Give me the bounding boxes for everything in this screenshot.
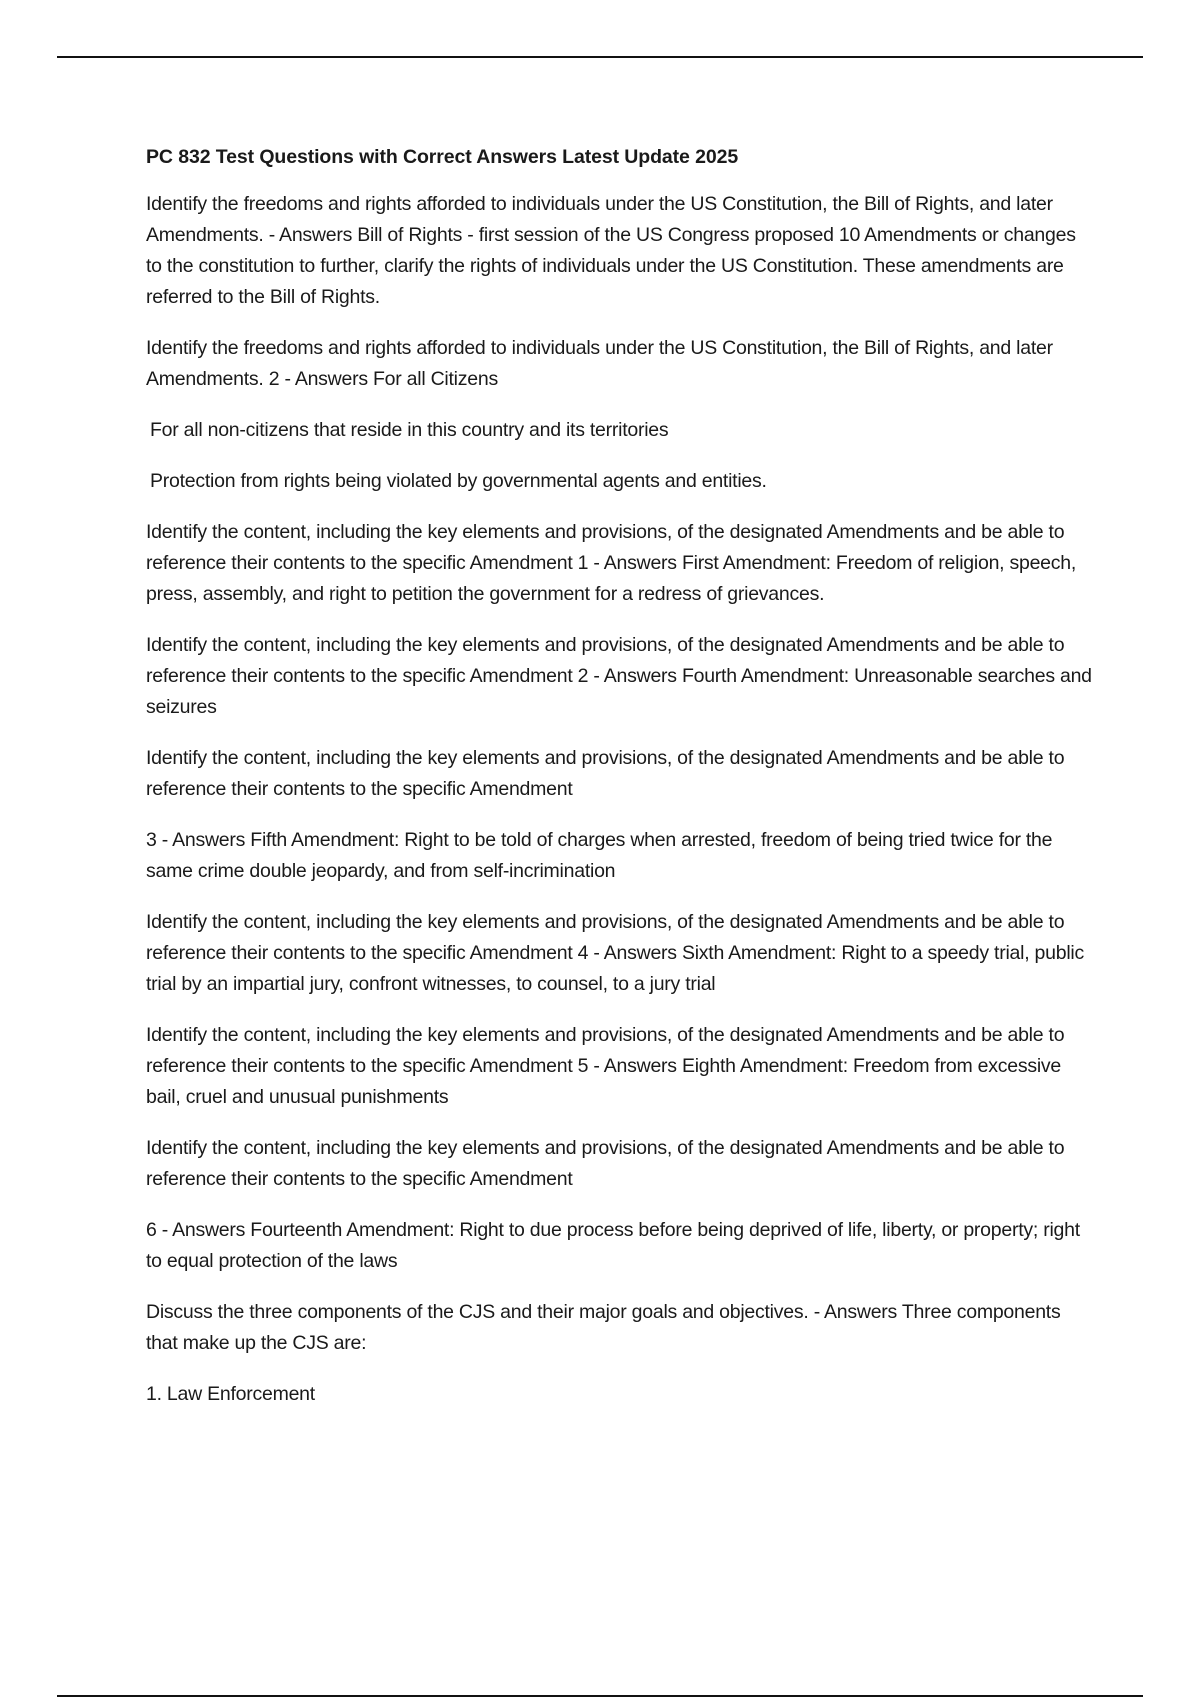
qa-paragraph-bill-of-rights: Identify the freedoms and rights afforded to individuals under the US Constitution, the Bill of Rights, and later Amendments. - Answers Bill of Rights - first session of the US Congress proposed 10 Amendments or changes to the constitution to further, clarify the rights of individuals under the US Constitution. These amendments are referred to the Bill of Rights.	[146, 193, 1076, 308]
document-title: PC 832 Test Questions with Correct Answers Latest Update 2025	[146, 146, 739, 168]
qa-paragraph-cjs-components: Discuss the three components of the CJS and their major goals and objectives. - Answers Three components that make up the CJS are:	[146, 1301, 1061, 1354]
document-body	[146, 142, 1092, 1430]
paragraph-protection: Protection from rights being violated by governmental agents and entities.	[150, 470, 767, 492]
list-item-law-enforcement: 1. Law Enforcement	[146, 1383, 315, 1405]
qa-paragraph-amendment-4: Identify the content, including the key elements and provisions, of the designated Amendments and be able to reference their contents to the specific Amendment 4 - Answers Sixth Amendment: Right to a speedy trial, public trial by an impartial jury, confront witnesses, to counsel, to a jury trial	[146, 911, 1084, 995]
qa-paragraph-amendment-5: Identify the content, including the key elements and provisions, of the designated Amendments and be able to reference their contents to the specific Amendment 5 - Answers Eighth Amendment: Freedom from excessive bail, cruel and unusual punishments	[146, 1024, 1065, 1108]
qa-paragraph-amendment-3-answer: 3 - Answers Fifth Amendment: Right to be told of charges when arrested, freedom of being tried twice for the same crime double jeopardy, and from self-incrimination	[146, 829, 1053, 882]
qa-paragraph-amendment-6-answer: 6 - Answers Fourteenth Amendment: Right to due process before being deprived of life, liberty, or property; right to equal protection of the laws	[146, 1219, 1080, 1272]
qa-paragraph-amendment-6-question: Identify the content, including the key elements and provisions, of the designated Amendments and be able to reference their contents to the specific Amendment	[146, 1137, 1065, 1190]
bottom-divider	[57, 1695, 1143, 1697]
qa-paragraph-amendment-2: Identify the content, including the key elements and provisions, of the designated Amendments and be able to reference their contents to the specific Amendment 2 - Answers Fourth Amendment: Unreasonable searches and seizures	[146, 634, 1092, 718]
qa-paragraph-amendment-1: Identify the content, including the key elements and provisions, of the designated Amendments and be able to reference their contents to the specific Amendment 1 - Answers First Amendment: Freedom of religion, speech, press, assembly, and right to petition the government for a redress of grievances.	[146, 521, 1077, 605]
qa-paragraph-amendment-3-question: Identify the content, including the key elements and provisions, of the designated Amendments and be able to reference their contents to the specific Amendment	[146, 747, 1065, 800]
top-divider	[57, 56, 1143, 58]
paragraph-non-citizens: For all non-citizens that reside in this country and its territories	[150, 419, 669, 441]
qa-paragraph-citizens: Identify the freedoms and rights afforded to individuals under the US Constitution, the Bill of Rights, and later Amendments. 2 - Answers For all Citizens	[146, 337, 1053, 390]
